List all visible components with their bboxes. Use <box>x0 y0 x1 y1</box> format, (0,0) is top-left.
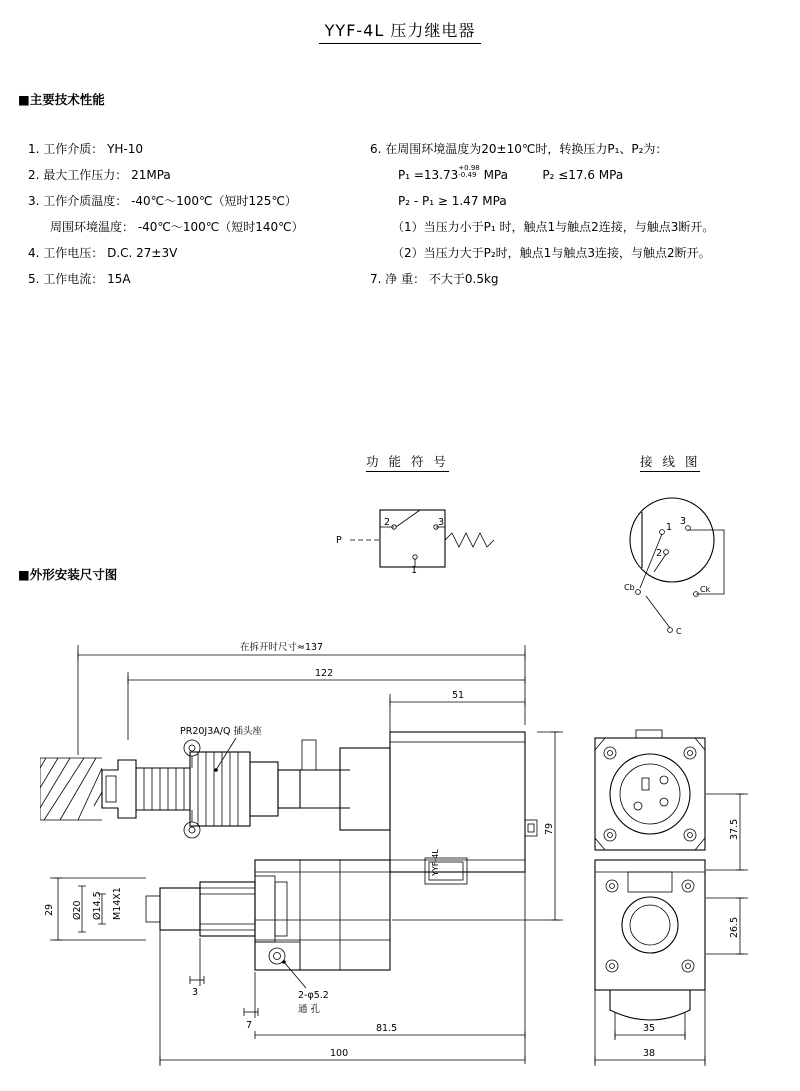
p1-unit: MPa <box>483 168 508 182</box>
dim-29: 29 <box>44 903 55 916</box>
spec-item-3b: 周围环境温度： -40℃～100℃（短时140℃） <box>50 220 304 234</box>
dim-7: 7 <box>246 1020 253 1031</box>
p1-tol-up: +0.98 <box>458 163 480 172</box>
label-pin-3: 3 <box>680 516 687 527</box>
spec-item-6-note1: （1）当压力小于P₁ 时，触点1与触点2连接，与触点3断开。 <box>392 220 715 234</box>
outline-dimension-drawing <box>40 620 780 1085</box>
label-contact-k: Ck <box>700 585 711 594</box>
dim-d20: Ø20 <box>72 900 83 920</box>
label-pin-2: 2 <box>656 548 663 559</box>
spec-item-7: 7. 净 重： 不大于0.5kg <box>370 272 499 286</box>
dim-122: 122 <box>315 668 334 679</box>
page-title-text: YYF-4L 压力继电器 <box>319 21 482 44</box>
spec-list-right <box>370 136 714 292</box>
label-common: C <box>676 627 682 636</box>
label-hole-size: 2-φ5.2 <box>298 990 329 1001</box>
caption-wiring-diagram <box>640 452 700 470</box>
dim-38: 38 <box>643 1048 656 1059</box>
label-port-p: P <box>336 535 342 546</box>
section-heading-dimensions: ■外形安装尺寸图 <box>18 567 118 582</box>
dim-79: 79 <box>544 822 555 835</box>
dim-3: 3 <box>192 987 199 998</box>
label-pin-1: 1 <box>666 522 673 533</box>
dim-open-length: 在拆开时尺寸≈137 <box>240 642 324 653</box>
p1-tolerance <box>458 165 479 180</box>
function-symbol-drawing <box>310 495 530 585</box>
dim-35: 35 <box>643 1023 656 1034</box>
dim-100: 100 <box>330 1048 349 1059</box>
label-terminal-2: 2 <box>384 517 391 528</box>
label-contact-b: Cb <box>624 583 635 592</box>
caption-function-symbol <box>366 452 449 470</box>
label-hole-through: 通 孔 <box>298 1004 321 1015</box>
dim-37-5: 37.5 <box>729 818 740 840</box>
dim-26-5: 26.5 <box>729 916 740 938</box>
label-terminal-3: 3 <box>438 517 445 528</box>
caption-function-symbol-text: 功 能 符 号 <box>366 454 449 472</box>
spec-item-5: 5. 工作电流： 15A <box>28 272 131 286</box>
spec-item-6: 6. 在周围环境温度为20±10℃时，转换压力P₁、P₂为： <box>370 142 668 156</box>
caption-wiring-diagram-text: 接 线 图 <box>640 454 700 472</box>
spec-item-2: 2. 最大工作压力： 21MPa <box>28 168 171 182</box>
p1-value: P₁ =13.73 <box>398 168 459 182</box>
page-title <box>0 18 800 41</box>
spec-item-3: 3. 工作介质温度： -40℃～100℃（短时125℃） <box>28 194 297 208</box>
spec-item-6-note2: （2）当压力大于P₂时，触点1与触点3连接，与触点2断开。 <box>392 246 711 260</box>
spec-item-4: 4. 工作电压： D.C. 27±3V <box>28 246 178 260</box>
label-terminal-1: 1 <box>411 565 418 576</box>
dim-81-5: 81.5 <box>376 1023 398 1034</box>
label-nameplate: YYF-4L <box>431 849 440 876</box>
p1-tol-dn: -0.49 <box>458 171 477 179</box>
p2-value: P₂ ≤17.6 MPa <box>542 168 624 182</box>
label-connector: PR20J3A/Q 插头座 <box>180 726 262 737</box>
dim-51: 51 <box>452 690 465 701</box>
spec-item-1: 1. 工作介质： YH-10 <box>28 142 144 156</box>
spec-item-6-line1 <box>370 162 714 188</box>
section-heading-performance: ■主要技术性能 <box>18 92 105 107</box>
spec-item-6-line2: P₂ - P₁ ≥ 1.47 MPa <box>398 194 507 208</box>
dim-thread: M14X1 <box>112 887 123 920</box>
spec-list-left <box>28 136 304 292</box>
dim-d14-5: Ø14.5 <box>92 891 103 920</box>
